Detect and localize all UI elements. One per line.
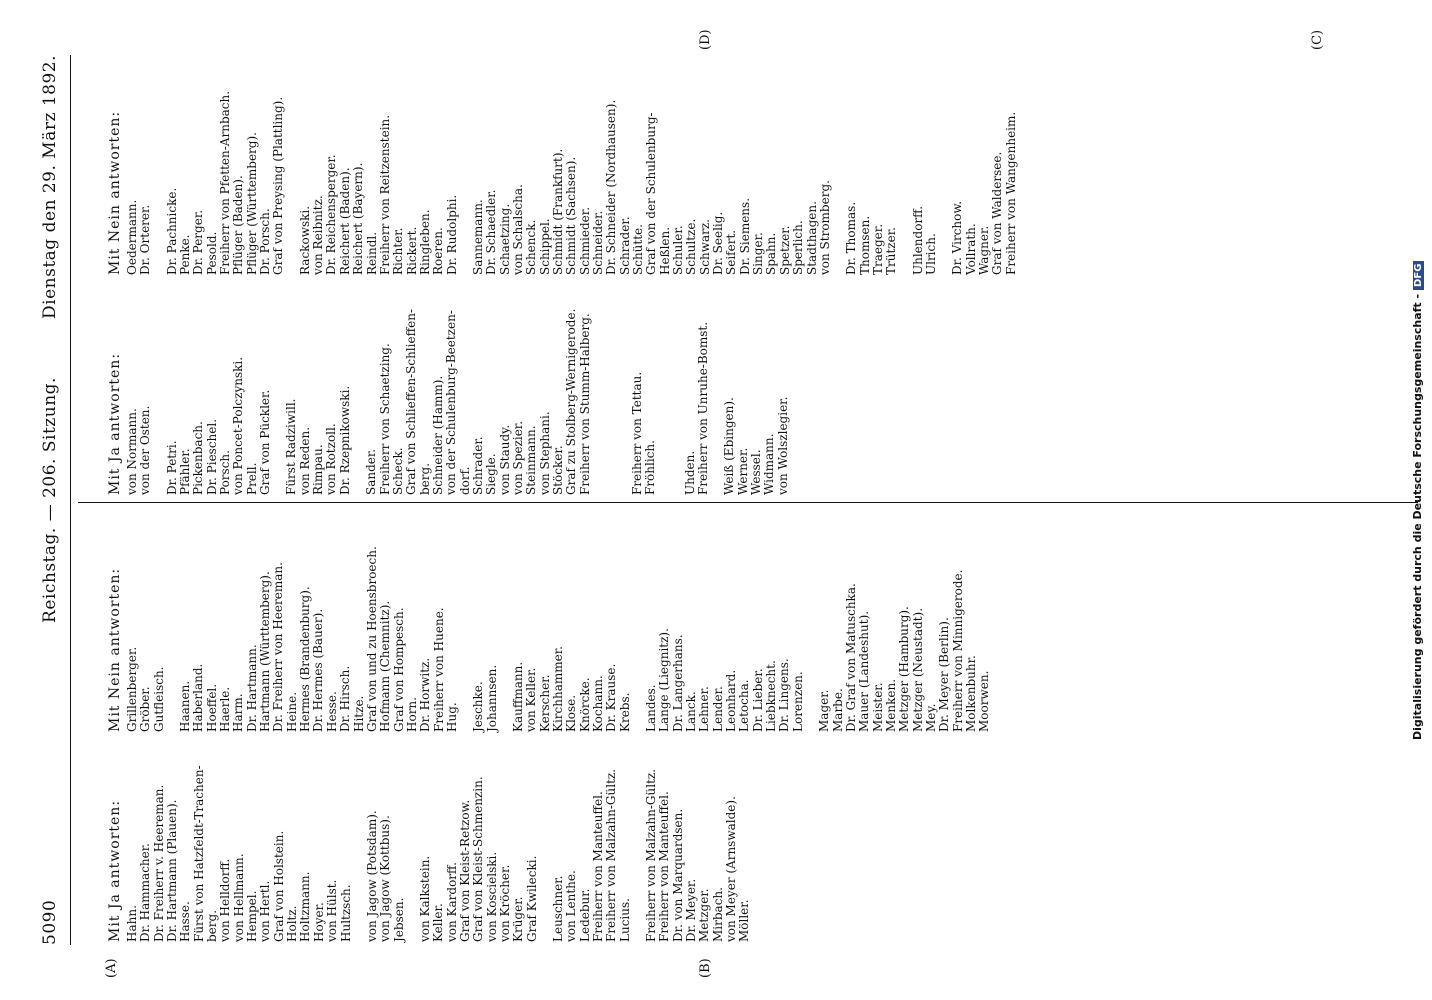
vote-heading: Mit Nein antworten: (107, 567, 123, 732)
member-name: Mirbach. (710, 887, 725, 942)
spacer (406, 842, 419, 942)
member-name: Lehner. (697, 686, 712, 732)
member-name: Freiherr von Stumm-Halberg. (577, 313, 592, 495)
member-name: Freiherr von Unruhe-Bomst. (696, 321, 711, 495)
member-name: Leuschner. (550, 875, 565, 942)
member-name: Kauffmann. (510, 661, 525, 732)
member-name: Dr. Thomas. (844, 201, 859, 275)
member-name: Hofmann (Chemnitz). (378, 600, 393, 732)
member-name: Roeren. (431, 227, 446, 275)
member-name: Haanen. (178, 680, 193, 732)
member-name: Dr. Lieber. (750, 668, 765, 732)
member-name: Dr. Freiherr von Heereman. (271, 562, 286, 732)
member-name: Kerscher. (537, 674, 552, 732)
member-name: Freiherr von Reitzenstein. (377, 114, 392, 275)
margin-mark-a: (A) (104, 958, 119, 978)
member-name: Letocha. (737, 679, 752, 732)
spacer (353, 842, 366, 942)
dfg-logo: DFG (1413, 261, 1424, 290)
member-name: Heßlen. (657, 226, 672, 275)
member-name: Oedermann. (125, 199, 139, 275)
member-name: Schaetzing. (497, 203, 512, 275)
member-name: Ulrich. (923, 233, 938, 275)
member-name: Lange (Liegnitz). (657, 628, 672, 732)
member-name: Sannemann. (470, 199, 485, 275)
spacer (658, 395, 671, 495)
member-name: Weiß (Ebingen). (722, 397, 737, 495)
member-name: Schippel. (537, 218, 552, 275)
member-name: Schultze. (684, 218, 699, 275)
member-name: Hartmann (Württemberg). (258, 571, 273, 732)
member-name: von Wolszlegier. (775, 396, 790, 495)
page-header (40, 55, 70, 945)
member-name: von Rotzoll. (324, 423, 339, 495)
member-name: von Schalscha. (510, 184, 525, 275)
member-name: Dr. Lingens. (777, 658, 792, 732)
member-name: Dr. Siemens. (737, 197, 752, 275)
member-name: Richter. (391, 227, 406, 275)
member-name: Freiherr von Pfetten-Arnbach. (218, 90, 233, 275)
spacer (499, 632, 512, 732)
member-name: Haerle. (218, 686, 233, 732)
member-name: Landes. (644, 684, 659, 732)
member-name: Heine. (284, 691, 299, 732)
member-name: Ledebur. (577, 888, 592, 942)
member-name: Rackowski. (297, 205, 312, 275)
member-name: Freiherr von Huene. (431, 607, 446, 732)
member-name: Dr. Graf von Matuschka. (843, 583, 858, 732)
member-name: Leonhard. (724, 669, 739, 732)
page-number: 5090 (40, 899, 60, 945)
member-name: Metzger. (697, 888, 712, 942)
member-name: Vollrath. (963, 223, 978, 275)
member-name: Schütte. (631, 224, 646, 275)
member-name: Klose. (564, 694, 579, 732)
member-name: von Reibnitz. (311, 195, 326, 275)
member-name: von Jagow (Kottbus). (378, 815, 393, 942)
margin-mark-c: (C) (1310, 29, 1325, 50)
spacer (153, 175, 166, 275)
member-name: Freiherr von Malzahn-Gültz. (604, 768, 619, 942)
header-rule (70, 55, 71, 945)
member-name: von Stromberg. (817, 180, 832, 275)
member-name: Liebknecht. (764, 660, 779, 732)
member-name: Marbe. (830, 688, 845, 732)
member-name: von Jagow (Potsdam). (364, 810, 379, 942)
member-name: Freiherr von Manteuffel. (591, 791, 605, 942)
member-name: Hasse. (178, 901, 193, 942)
member-name: Mager. (817, 689, 832, 732)
member-name: Lucius. (617, 898, 632, 942)
member-name: Mey. (923, 703, 938, 732)
member-name: Dr. Krause. (604, 663, 619, 732)
column-divider (78, 502, 1418, 503)
member-name: von Hülst. (325, 879, 340, 942)
member-name: Freiherr von Malzahn-Gültz. (644, 768, 659, 942)
vote-column-nein-left (104, 546, 992, 732)
member-name: von Normann. (125, 408, 139, 495)
member-name: von Poncet-Polczynski. (231, 356, 246, 495)
member-name: von der Schulenburg-Beetzen- (444, 310, 459, 495)
member-name: Graf von Hompesch. (391, 607, 406, 732)
member-name: Pesold. (204, 231, 219, 275)
member-name: berg. (205, 909, 220, 942)
member-name: Moorwen. (977, 670, 992, 732)
member-name: Rickert. (404, 226, 419, 275)
member-name: Graf von der Schulenburg- (644, 112, 659, 275)
member-name: Krüger. (511, 896, 526, 942)
member-name: Dr. Seelig. (711, 211, 726, 275)
member-name: Steinmann. (524, 425, 539, 495)
member-name: Freiherr von Manteuffel. (657, 791, 672, 942)
dfg-footer (1411, 261, 1424, 740)
member-name: von Kröcher. (497, 864, 512, 942)
member-name: Lender. (710, 686, 725, 732)
member-name: Dr. Virchow. (950, 200, 965, 275)
member-name: Schneider. (591, 210, 605, 275)
member-name: Hoeffel. (204, 683, 219, 732)
member-name: Jeschke. (471, 681, 486, 732)
member-name: Krebs. (617, 692, 632, 732)
member-name: Dr. Hartmann. (244, 644, 259, 732)
footer-text: Digitalisierung gefördert durch die Deutsche Forschungsgemeinschaft - (1411, 293, 1424, 740)
member-name: Knörcke. (577, 677, 592, 732)
member-name: Spetzer. (777, 225, 792, 275)
member-name: Widmann. (762, 433, 777, 495)
member-name: Harm. (231, 693, 246, 732)
member-name: Hermes (Brandenburg). (298, 586, 313, 732)
member-name: Metzger (Neustadt). (910, 607, 925, 732)
vote-column-ja-left (104, 765, 752, 942)
member-name: Dr. Porsch. (258, 208, 273, 275)
member-name: Stöcker. (550, 445, 565, 495)
member-name: Pfähler. (178, 448, 193, 495)
member-name: berg. (417, 462, 432, 495)
member-name: Dr. von Marquardsen. (670, 808, 685, 942)
member-name: Freiherr von Tettau. (630, 371, 644, 495)
margin-mark-b: (B) (698, 958, 713, 978)
member-name: Hug. (444, 702, 459, 732)
member-name: Möller. (737, 899, 752, 942)
vote-column-nein-right (104, 90, 1018, 275)
member-name: Dr. Meyer (Berlin). (937, 617, 952, 732)
member-name: Meister. (870, 682, 885, 732)
member-name: Dr. Pieschel. (204, 418, 219, 495)
spacer (605, 395, 618, 495)
member-name: Schmidt (Frankfurt). (550, 148, 565, 275)
member-name: von Lenthe. (564, 870, 579, 942)
spacer (459, 175, 472, 275)
spacer (153, 395, 166, 495)
session-date: Dienstag den 29. März 1892. (40, 55, 60, 319)
member-name: Dr. Pachnicke. (164, 187, 179, 275)
member-name: Freiherr von Schaetzing. (377, 343, 392, 495)
member-name: Singer. (751, 232, 766, 275)
member-name: Lanck. (684, 691, 699, 732)
member-name: Kirchhammer. (550, 646, 565, 732)
member-name: Gröber. (138, 686, 153, 732)
member-name: Sperlich. (791, 220, 806, 275)
member-name: von Stephani. (537, 411, 552, 495)
member-name: Graf von Waldersee. (990, 151, 1005, 275)
member-name: Graf Kwilecki. (524, 855, 539, 942)
member-name: Metzger (Hamburg). (897, 606, 912, 732)
vote-heading: Mit Ja antworten: (107, 799, 123, 942)
member-name: Dr. Schneider (Nordhausen). (604, 99, 619, 275)
member-name: von Keller. (524, 667, 539, 732)
member-name: Freiherr von Minnigerode. (950, 569, 965, 732)
page-title: Reichstag. — 206. Sitzung. (40, 377, 60, 623)
member-name: Ringleben. (417, 209, 432, 275)
member-name: Dr. Hirsch. (338, 665, 353, 732)
member-name: Graf von Kleist-Retzow. (457, 799, 472, 942)
member-name: Hempel. (245, 890, 260, 942)
member-name: Schwarz. (697, 219, 712, 275)
spacer (592, 395, 605, 495)
member-name: Schneider (Hamm). (430, 375, 445, 495)
member-name: von Koscielski. (484, 851, 499, 942)
member-name: von Meyer (Arnswalde). (724, 796, 739, 942)
member-name: Dr. Rzepnikowski. (337, 385, 352, 495)
vote-column-ja-right (104, 308, 790, 495)
member-name: Haberland. (191, 663, 206, 732)
member-name: Dr. Petri. (164, 440, 179, 495)
member-name: Graf von Pückler. (258, 389, 273, 495)
member-name: Schenck. (524, 219, 539, 275)
member-name: Siegle. (484, 453, 499, 495)
spacer (899, 175, 912, 275)
member-name: Reichert (Bayern). (351, 162, 366, 275)
member-name: Pickenbach. (191, 421, 206, 495)
member-name: Graf von und zu Hoensbroech. (364, 546, 379, 732)
member-name: Uhden. (682, 450, 697, 495)
member-name: Uhlendorff. (910, 205, 925, 275)
member-name: Dr. Hammacher. (138, 843, 153, 942)
member-name: Hultzsch. (338, 884, 353, 942)
member-name: Dr. Meyer. (684, 878, 699, 942)
member-name: Molkenbuhr. (963, 655, 978, 732)
member-name: Graf von Preysing (Plattling). (271, 96, 286, 275)
member-name: Schmidt (Sachsen). (564, 156, 579, 275)
member-name: Fürst Radziwill. (284, 398, 299, 495)
member-name: Fröhlich. (643, 440, 658, 495)
member-name: von Hellmann. (231, 853, 246, 942)
member-name: Lorenzen. (790, 671, 805, 732)
member-name: Gutfleisch. (151, 666, 166, 732)
member-name: Prell. (244, 462, 259, 495)
member-name: Dr. Langerhans. (670, 634, 685, 732)
member-name: Stadthagen. (804, 201, 819, 275)
member-name: von Spezier. (510, 420, 525, 495)
member-name: Keller. (431, 903, 446, 942)
member-name: Traeger. (870, 223, 885, 275)
member-name: Kochann. (591, 675, 605, 732)
member-name: Dr. Hermes (Bauer). (311, 608, 326, 732)
member-name: Fürst von Hatzfeldt-Trachen- (191, 765, 206, 942)
member-name: Johannsen. (484, 664, 499, 732)
member-name: von Kardorff. (444, 862, 459, 942)
member-name: Graf von Holstein. (271, 830, 286, 942)
member-name: Werner. (735, 447, 750, 495)
member-name: Dr. Orterer. (138, 204, 153, 275)
member-name: Freiherr von Wangenheim. (1003, 111, 1018, 275)
member-name: Holtz. (285, 905, 300, 942)
member-name: von Helldorff. (218, 858, 233, 942)
member-name: Dr. Reichensperger. (324, 154, 339, 275)
member-name: Hoyer. (311, 902, 326, 942)
member-name: von Kalkstein. (417, 855, 432, 942)
member-name: Rimpau. (311, 444, 326, 495)
spacer (286, 175, 299, 275)
member-name: Pflüger (Württemberg). (244, 132, 259, 275)
member-name: Mauer (Landeshut). (857, 610, 872, 732)
vote-heading: Mit Ja antworten: (107, 352, 123, 495)
member-name: Schrader. (470, 436, 485, 495)
member-name: Horn. (404, 697, 419, 732)
member-name: Seifert. (724, 229, 739, 275)
member-name: Dr. Rudolphi. (444, 194, 459, 275)
spacer (671, 395, 684, 495)
member-name: Spahn. (764, 232, 779, 275)
member-name: Sander. (364, 448, 379, 495)
member-name: Wagner. (976, 225, 991, 275)
member-name: Schuler. (671, 225, 686, 275)
member-name: Grillenberger. (125, 646, 139, 732)
member-name: Graf von Schlieffen-Schlieffen- (404, 309, 419, 495)
member-name: Penke. (178, 234, 193, 275)
member-name: Hesse. (324, 691, 339, 732)
member-name: Reichert (Baden). (337, 167, 352, 275)
member-name: von der Osten. (138, 405, 153, 495)
member-name: Menken. (883, 678, 898, 732)
member-name: Dr. Perger. (191, 209, 206, 275)
margin-mark-d: (D) (698, 29, 713, 50)
member-name: von Staudy. (497, 424, 512, 495)
member-name: Schrader. (617, 216, 632, 275)
member-name: Hahn. (125, 905, 139, 942)
member-name: Jebsen. (391, 897, 406, 942)
member-name: Trützer. (884, 227, 899, 275)
member-name: Porsch. (218, 450, 233, 495)
member-name: Reindl. (364, 231, 379, 275)
member-name: Dr. Schaedler. (484, 189, 499, 275)
member-name: Dr. Hartmann (Plauen). (165, 799, 180, 942)
member-name: Hitze. (351, 695, 366, 732)
member-name: dorf. (457, 466, 472, 495)
member-name: Pflüger (Baden). (231, 175, 246, 275)
member-name: Thomsen. (857, 215, 872, 275)
member-name: Dr. Horwitz. (418, 657, 433, 732)
member-name: Scheck. (390, 447, 405, 495)
member-name: Wessel. (749, 449, 764, 495)
member-name: Schmieder. (577, 206, 592, 275)
member-name: von Hertl. (258, 880, 273, 942)
member-name: Graf von Kleist-Schmenzin. (471, 776, 486, 942)
member-name: Dr. Freiherr v. Heereman. (151, 784, 166, 942)
vote-heading: Mit Nein antworten: (107, 110, 123, 275)
member-name: Graf zu Stolberg-Wernigerode. (564, 308, 579, 495)
member-name: von Reden. (297, 426, 312, 495)
member-name: Holtzmann. (298, 871, 313, 942)
